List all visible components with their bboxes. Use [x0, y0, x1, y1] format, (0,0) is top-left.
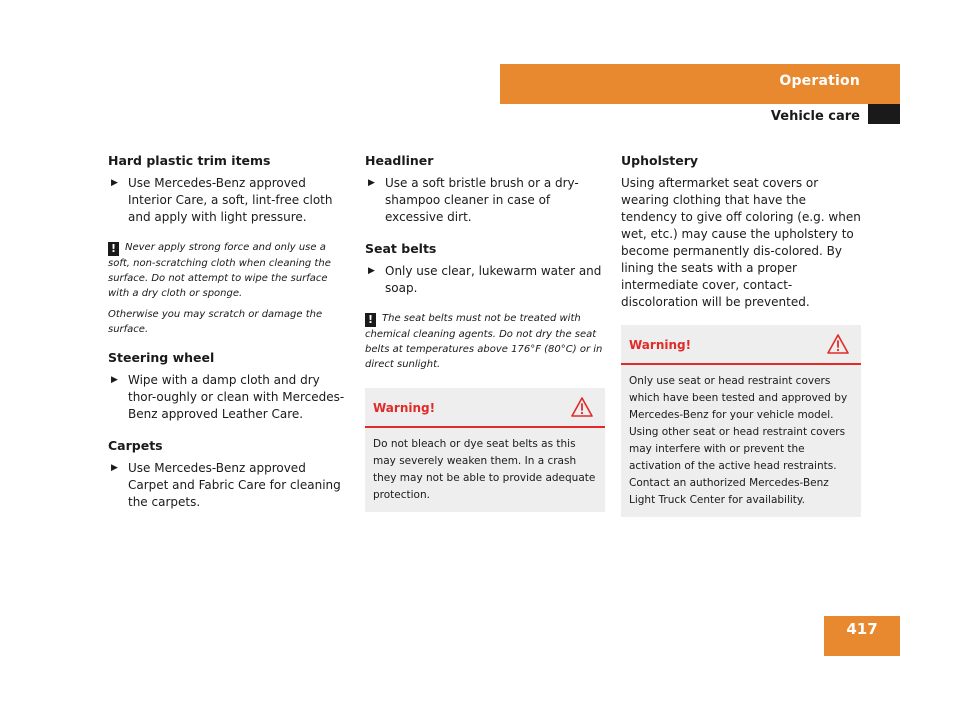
heading-headliner: Headliner	[365, 153, 434, 168]
warning-box-upholstery	[621, 325, 861, 517]
upholstery-text: Using aftermarket seat covers or wearing clothing that have the tendency to give off coloring (e.g. when wet, etc.) may cause the upholstery to become permanently dis-colored. By lining the seats with a proper intermediate cover, contact-discoloration will be prevented.	[621, 176, 861, 309]
warning-triangle-icon	[827, 333, 849, 355]
notice-text: Never apply strong force and only use a soft, non-scratching cloth when cleaning the surface. Do not attempt to wipe the surface with a dry cloth or sponge.	[108, 242, 331, 299]
step-arrow-icon: ▶	[111, 178, 118, 188]
heading-seat-belts: Seat belts	[365, 241, 437, 256]
step-text: Only use clear, lukewarm water and soap.	[385, 264, 602, 295]
warning-text: Only use seat or head restraint covers which have been tested and approved by Mercedes-Benz for your vehicle model. Using other seat or head restraint covers may interfere with or prevent the activation of the active head restraints. Contact an authorized Mercedes-Benz Light Truck Center for availability.	[629, 375, 848, 506]
section-title: Operation	[779, 73, 860, 89]
step-carpets	[108, 460, 348, 511]
step-headliner	[365, 175, 605, 226]
heading-carpets: Carpets	[108, 438, 163, 453]
page-number: 417	[846, 620, 878, 638]
step-arrow-icon: ▶	[368, 266, 375, 276]
warning-header	[365, 388, 605, 428]
step-hard-plastic	[108, 175, 348, 226]
warning-header	[621, 325, 861, 365]
column-left	[108, 152, 348, 525]
step-text: Use Mercedes-Benz approved Carpet and Fabric Care for cleaning the carpets.	[128, 461, 341, 509]
header-band	[500, 64, 900, 104]
warning-label: Warning!	[373, 401, 436, 415]
warning-label: Warning!	[629, 338, 692, 352]
step-arrow-icon: ▶	[111, 463, 118, 473]
heading-upholstery: Upholstery	[621, 153, 699, 168]
page-number-box	[824, 616, 900, 656]
warning-box-seat-belts	[365, 388, 605, 512]
notice-text-2: Otherwise you may scratch or damage the surface.	[108, 309, 323, 335]
column-middle	[365, 152, 605, 512]
column-right	[621, 152, 861, 517]
heading-steering-wheel: Steering wheel	[108, 350, 215, 365]
exclamation-icon: !	[365, 313, 376, 327]
subsection-title: Vehicle care	[770, 109, 860, 124]
step-arrow-icon: ▶	[368, 178, 375, 188]
step-steering-wheel	[108, 372, 348, 423]
heading-hard-plastic: Hard plastic trim items	[108, 153, 271, 168]
notice-hard-plastic	[108, 240, 348, 337]
step-text: Wipe with a damp cloth and dry thor-oughly or clean with Mercedes-Benz approved Leather Care.	[128, 373, 345, 421]
step-seat-belts	[365, 263, 605, 297]
header-tab-marker	[868, 104, 900, 124]
step-text: Use Mercedes-Benz approved Interior Care, a soft, lint-free cloth and apply with light pressure.	[128, 176, 333, 224]
exclamation-icon: !	[108, 242, 119, 256]
warning-triangle-icon	[571, 396, 593, 418]
warning-text: Do not bleach or dye seat belts as this may severely weaken them. In a crash they may not be able to provide adequate protection.	[373, 438, 596, 501]
notice-seat-belts	[365, 311, 605, 372]
step-text: Use a soft bristle brush or a dry-shampoo cleaner in case of excessive dirt.	[385, 176, 579, 224]
step-arrow-icon: ▶	[111, 375, 118, 385]
notice-text: The seat belts must not be treated with chemical cleaning agents. Do not dry the seat belts at temperatures above 176°F (80°C) or in direct sunlight.	[365, 313, 603, 370]
